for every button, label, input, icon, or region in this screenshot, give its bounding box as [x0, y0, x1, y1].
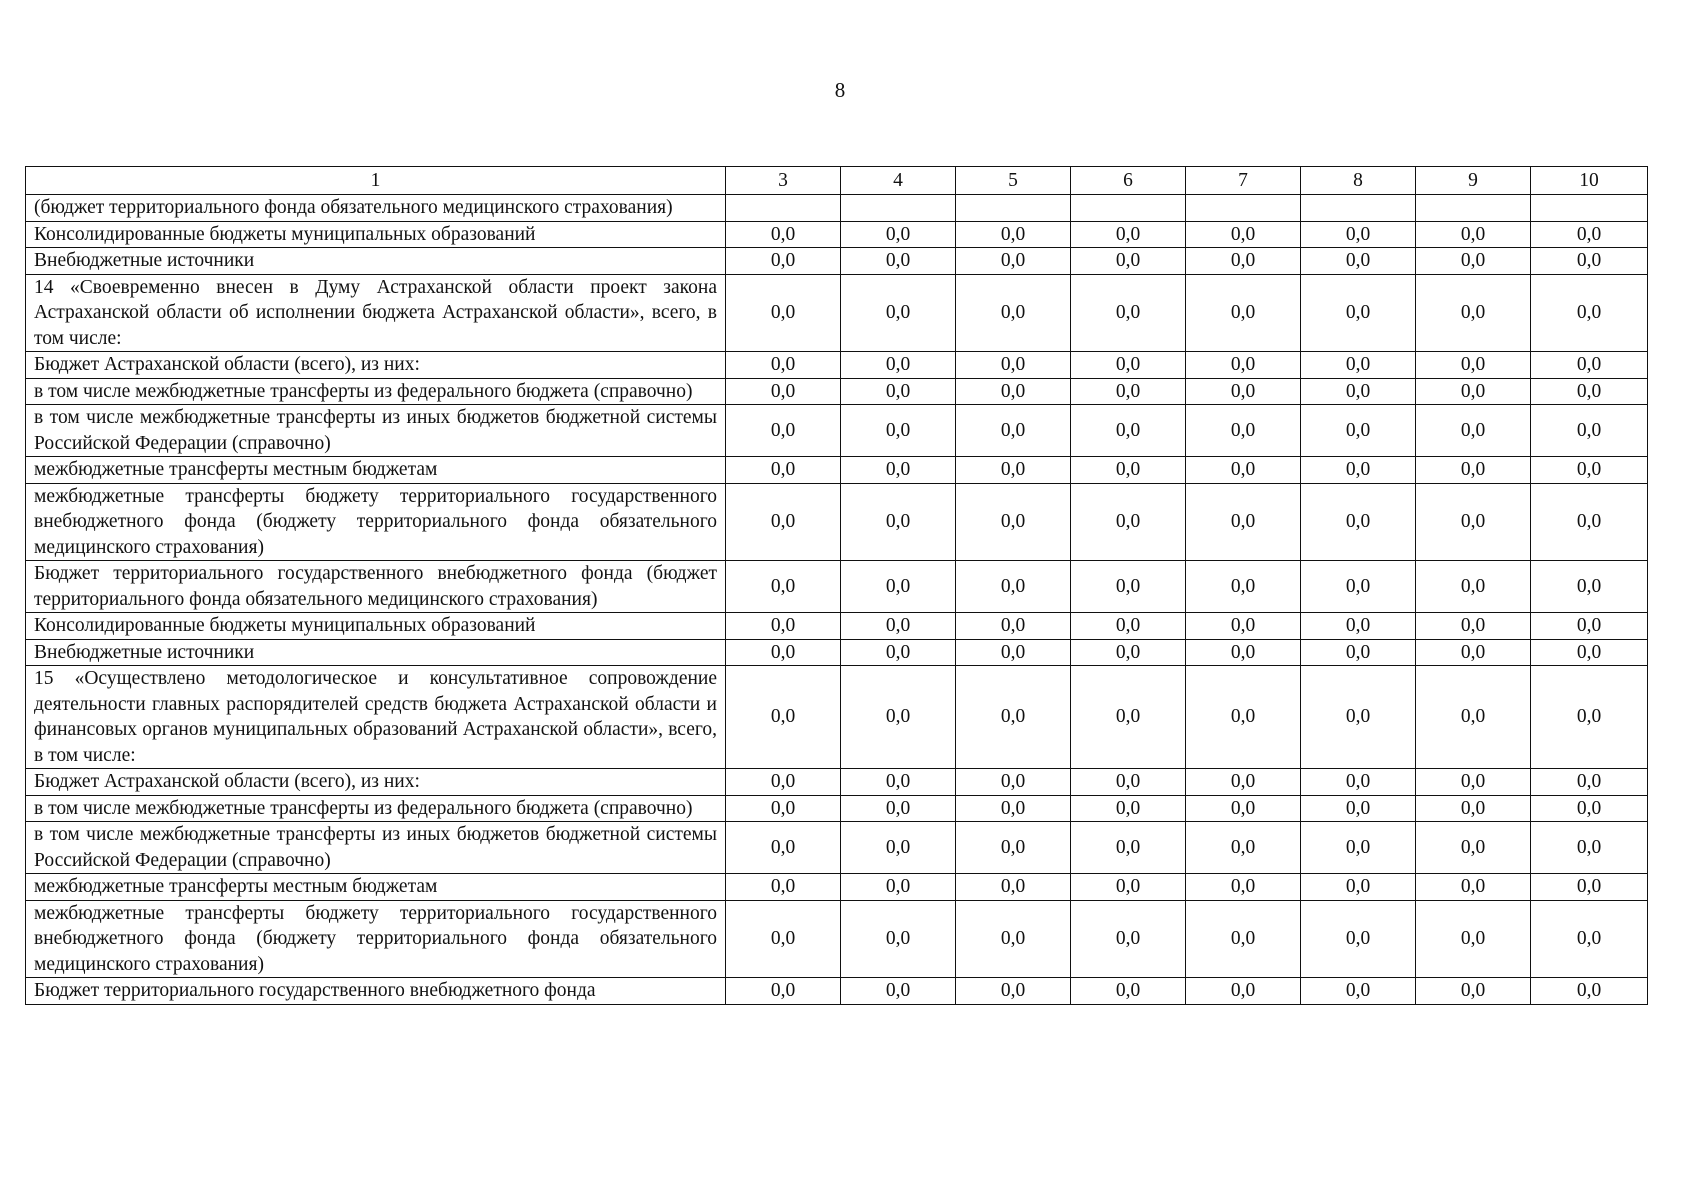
table-row [26, 561, 1648, 613]
row-label: Внебюджетные источники [26, 248, 726, 275]
value-cell: 0,0 [726, 639, 841, 666]
value-cell: 0,0 [1186, 274, 1301, 352]
row-label: 15 «Осуществлено методологическое и консультативное сопровождение деятельности главных распорядителей средств бюджета Астраханской области и финансовых органов муниципальных образований Астраханской области», всего, в том числе: [26, 666, 726, 769]
table-row [26, 457, 1648, 484]
table-row [26, 378, 1648, 405]
column-header-7: 8 [1301, 167, 1416, 195]
value-cell: 0,0 [1301, 221, 1416, 248]
value-cell: 0,0 [726, 769, 841, 796]
value-cell: 0,0 [1071, 352, 1186, 379]
table-row [26, 822, 1648, 874]
value-cell: 0,0 [841, 405, 956, 457]
value-cell: 0,0 [1301, 978, 1416, 1005]
row-label: Бюджет Астраханской области (всего), из них: [26, 769, 726, 796]
table-row [26, 195, 1648, 222]
value-cell: 0,0 [1071, 405, 1186, 457]
value-cell: 0,0 [1416, 613, 1531, 640]
value-cell [1186, 195, 1301, 222]
table-row [26, 769, 1648, 796]
value-cell: 0,0 [1416, 561, 1531, 613]
value-cell: 0,0 [726, 613, 841, 640]
value-cell: 0,0 [956, 483, 1071, 561]
value-cell: 0,0 [956, 221, 1071, 248]
value-cell: 0,0 [1416, 274, 1531, 352]
value-cell: 0,0 [841, 613, 956, 640]
value-cell: 0,0 [841, 874, 956, 901]
row-label: Консолидированные бюджеты муниципальных образований [26, 221, 726, 248]
row-label: межбюджетные трансферты бюджету территориального государственного внебюджетного фонда (бюджету территориального фонда обязательного медицинского страхования) [26, 900, 726, 978]
value-cell [1071, 195, 1186, 222]
row-label: 14 «Своевременно внесен в Думу Астраханской области проект закона Астраханской области об исполнении бюджета Астраханской области», всего, в том числе: [26, 274, 726, 352]
value-cell: 0,0 [1531, 561, 1648, 613]
value-cell: 0,0 [1071, 666, 1186, 769]
table-row [26, 795, 1648, 822]
value-cell: 0,0 [1301, 613, 1416, 640]
budget-table [25, 166, 1648, 1005]
value-cell: 0,0 [1071, 900, 1186, 978]
value-cell: 0,0 [841, 248, 956, 275]
value-cell: 0,0 [1071, 874, 1186, 901]
value-cell: 0,0 [841, 822, 956, 874]
value-cell: 0,0 [1416, 483, 1531, 561]
value-cell: 0,0 [1301, 405, 1416, 457]
value-cell: 0,0 [1416, 822, 1531, 874]
value-cell: 0,0 [1416, 405, 1531, 457]
value-cell: 0,0 [1186, 483, 1301, 561]
value-cell: 0,0 [1531, 769, 1648, 796]
value-cell: 0,0 [956, 639, 1071, 666]
value-cell: 0,0 [1186, 248, 1301, 275]
value-cell: 0,0 [1301, 457, 1416, 484]
row-label: в том числе межбюджетные трансферты из федерального бюджета (справочно) [26, 795, 726, 822]
table-row [26, 639, 1648, 666]
value-cell: 0,0 [1071, 483, 1186, 561]
value-cell: 0,0 [726, 221, 841, 248]
row-label: межбюджетные трансферты местным бюджетам [26, 874, 726, 901]
value-cell: 0,0 [1071, 822, 1186, 874]
value-cell: 0,0 [1301, 874, 1416, 901]
value-cell: 0,0 [1301, 274, 1416, 352]
value-cell: 0,0 [726, 561, 841, 613]
value-cell: 0,0 [1071, 795, 1186, 822]
value-cell: 0,0 [841, 221, 956, 248]
table-body [26, 195, 1648, 1005]
value-cell: 0,0 [956, 822, 1071, 874]
value-cell: 0,0 [1416, 874, 1531, 901]
value-cell [726, 195, 841, 222]
value-cell: 0,0 [1301, 248, 1416, 275]
value-cell: 0,0 [841, 352, 956, 379]
value-cell: 0,0 [726, 795, 841, 822]
value-cell: 0,0 [1416, 457, 1531, 484]
value-cell: 0,0 [1416, 352, 1531, 379]
value-cell: 0,0 [726, 666, 841, 769]
value-cell: 0,0 [1071, 457, 1186, 484]
value-cell: 0,0 [1531, 405, 1648, 457]
value-cell [1301, 195, 1416, 222]
value-cell: 0,0 [1301, 561, 1416, 613]
table-row [26, 613, 1648, 640]
value-cell: 0,0 [1301, 639, 1416, 666]
value-cell: 0,0 [841, 639, 956, 666]
value-cell: 0,0 [1531, 457, 1648, 484]
value-cell: 0,0 [726, 352, 841, 379]
value-cell: 0,0 [1071, 978, 1186, 1005]
value-cell: 0,0 [1301, 900, 1416, 978]
column-header-1: 1 [26, 167, 726, 195]
value-cell: 0,0 [1186, 221, 1301, 248]
row-label: Консолидированные бюджеты муниципальных образований [26, 613, 726, 640]
page-number: 8 [834, 78, 846, 102]
value-cell: 0,0 [956, 405, 1071, 457]
value-cell: 0,0 [726, 978, 841, 1005]
value-cell: 0,0 [1531, 822, 1648, 874]
row-label: межбюджетные трансферты местным бюджетам [26, 457, 726, 484]
table-row [26, 666, 1648, 769]
value-cell: 0,0 [1416, 378, 1531, 405]
value-cell: 0,0 [956, 874, 1071, 901]
value-cell: 0,0 [1071, 639, 1186, 666]
value-cell: 0,0 [1301, 352, 1416, 379]
value-cell: 0,0 [1416, 769, 1531, 796]
value-cell: 0,0 [726, 822, 841, 874]
value-cell: 0,0 [841, 769, 956, 796]
value-cell: 0,0 [1531, 221, 1648, 248]
row-label: Внебюджетные источники [26, 639, 726, 666]
value-cell: 0,0 [956, 274, 1071, 352]
value-cell: 0,0 [841, 666, 956, 769]
value-cell: 0,0 [1301, 822, 1416, 874]
value-cell: 0,0 [1071, 613, 1186, 640]
table-row [26, 405, 1648, 457]
value-cell: 0,0 [1186, 405, 1301, 457]
value-cell: 0,0 [1531, 248, 1648, 275]
row-label: (бюджет территориального фонда обязательного медицинского страхования) [26, 195, 726, 222]
table-row [26, 221, 1648, 248]
value-cell: 0,0 [1186, 795, 1301, 822]
value-cell: 0,0 [1186, 900, 1301, 978]
value-cell: 0,0 [1186, 561, 1301, 613]
value-cell: 0,0 [1071, 248, 1186, 275]
value-cell [841, 195, 956, 222]
value-cell: 0,0 [1416, 666, 1531, 769]
value-cell: 0,0 [726, 274, 841, 352]
value-cell: 0,0 [841, 483, 956, 561]
value-cell: 0,0 [1416, 221, 1531, 248]
column-header-9: 10 [1531, 167, 1648, 195]
row-label: Бюджет территориального государственного внебюджетного фонда (бюджет территориального фонда обязательного медицинского страхования) [26, 561, 726, 613]
row-label: в том числе межбюджетные трансферты из иных бюджетов бюджетной системы Российской Федерации (справочно) [26, 405, 726, 457]
value-cell: 0,0 [841, 457, 956, 484]
value-cell: 0,0 [726, 457, 841, 484]
value-cell: 0,0 [1531, 795, 1648, 822]
column-header-2: 3 [726, 167, 841, 195]
value-cell: 0,0 [841, 561, 956, 613]
value-cell: 0,0 [841, 274, 956, 352]
value-cell: 0,0 [956, 561, 1071, 613]
value-cell: 0,0 [1301, 378, 1416, 405]
value-cell: 0,0 [1416, 900, 1531, 978]
value-cell: 0,0 [956, 978, 1071, 1005]
row-label: Бюджет Астраханской области (всего), из них: [26, 352, 726, 379]
value-cell: 0,0 [1531, 613, 1648, 640]
value-cell: 0,0 [1531, 874, 1648, 901]
column-header-3: 4 [841, 167, 956, 195]
value-cell: 0,0 [1531, 483, 1648, 561]
value-cell: 0,0 [956, 378, 1071, 405]
value-cell: 0,0 [1186, 457, 1301, 484]
table-row [26, 978, 1648, 1005]
value-cell: 0,0 [726, 378, 841, 405]
column-header-5: 6 [1071, 167, 1186, 195]
value-cell: 0,0 [1186, 639, 1301, 666]
value-cell: 0,0 [1186, 666, 1301, 769]
value-cell: 0,0 [1186, 352, 1301, 379]
table-row [26, 274, 1648, 352]
value-cell: 0,0 [1531, 666, 1648, 769]
value-cell: 0,0 [1071, 274, 1186, 352]
value-cell: 0,0 [841, 900, 956, 978]
value-cell: 0,0 [841, 795, 956, 822]
column-header-6: 7 [1186, 167, 1301, 195]
value-cell: 0,0 [956, 352, 1071, 379]
value-cell: 0,0 [1416, 639, 1531, 666]
value-cell: 0,0 [1531, 352, 1648, 379]
value-cell: 0,0 [1071, 378, 1186, 405]
row-label: межбюджетные трансферты бюджету территориального государственного внебюджетного фонда (бюджету территориального фонда обязательного медицинского страхования) [26, 483, 726, 561]
value-cell: 0,0 [1531, 900, 1648, 978]
value-cell: 0,0 [1186, 874, 1301, 901]
value-cell: 0,0 [726, 405, 841, 457]
value-cell: 0,0 [1186, 378, 1301, 405]
value-cell [1531, 195, 1648, 222]
value-cell: 0,0 [956, 457, 1071, 484]
value-cell: 0,0 [726, 900, 841, 978]
value-cell: 0,0 [726, 483, 841, 561]
value-cell: 0,0 [1186, 613, 1301, 640]
value-cell: 0,0 [956, 248, 1071, 275]
value-cell: 0,0 [1416, 795, 1531, 822]
table-row [26, 483, 1648, 561]
value-cell: 0,0 [1531, 274, 1648, 352]
value-cell: 0,0 [956, 613, 1071, 640]
value-cell: 0,0 [1301, 483, 1416, 561]
value-cell: 0,0 [1186, 978, 1301, 1005]
column-header-4: 5 [956, 167, 1071, 195]
value-cell: 0,0 [1186, 769, 1301, 796]
value-cell: 0,0 [1416, 978, 1531, 1005]
value-cell: 0,0 [726, 874, 841, 901]
row-label: Бюджет территориального государственного внебюджетного фонда [26, 978, 726, 1005]
value-cell: 0,0 [956, 769, 1071, 796]
value-cell: 0,0 [1071, 561, 1186, 613]
table-row [26, 900, 1648, 978]
value-cell: 0,0 [841, 978, 956, 1005]
value-cell: 0,0 [956, 795, 1071, 822]
value-cell: 0,0 [726, 248, 841, 275]
value-cell: 0,0 [1531, 978, 1648, 1005]
value-cell: 0,0 [1531, 378, 1648, 405]
value-cell: 0,0 [1071, 769, 1186, 796]
column-header-8: 9 [1416, 167, 1531, 195]
value-cell: 0,0 [1301, 769, 1416, 796]
table-row [26, 874, 1648, 901]
row-label: в том числе межбюджетные трансферты из иных бюджетов бюджетной системы Российской Федерации (справочно) [26, 822, 726, 874]
value-cell: 0,0 [1531, 639, 1648, 666]
value-cell: 0,0 [841, 378, 956, 405]
table-row [26, 248, 1648, 275]
column-number-row [26, 167, 1648, 195]
value-cell: 0,0 [1301, 795, 1416, 822]
table-row [26, 352, 1648, 379]
value-cell [956, 195, 1071, 222]
value-cell: 0,0 [1186, 822, 1301, 874]
value-cell: 0,0 [1071, 221, 1186, 248]
value-cell: 0,0 [1416, 248, 1531, 275]
value-cell: 0,0 [956, 666, 1071, 769]
row-label: в том числе межбюджетные трансферты из федерального бюджета (справочно) [26, 378, 726, 405]
value-cell: 0,0 [1301, 666, 1416, 769]
value-cell: 0,0 [956, 900, 1071, 978]
value-cell [1416, 195, 1531, 222]
